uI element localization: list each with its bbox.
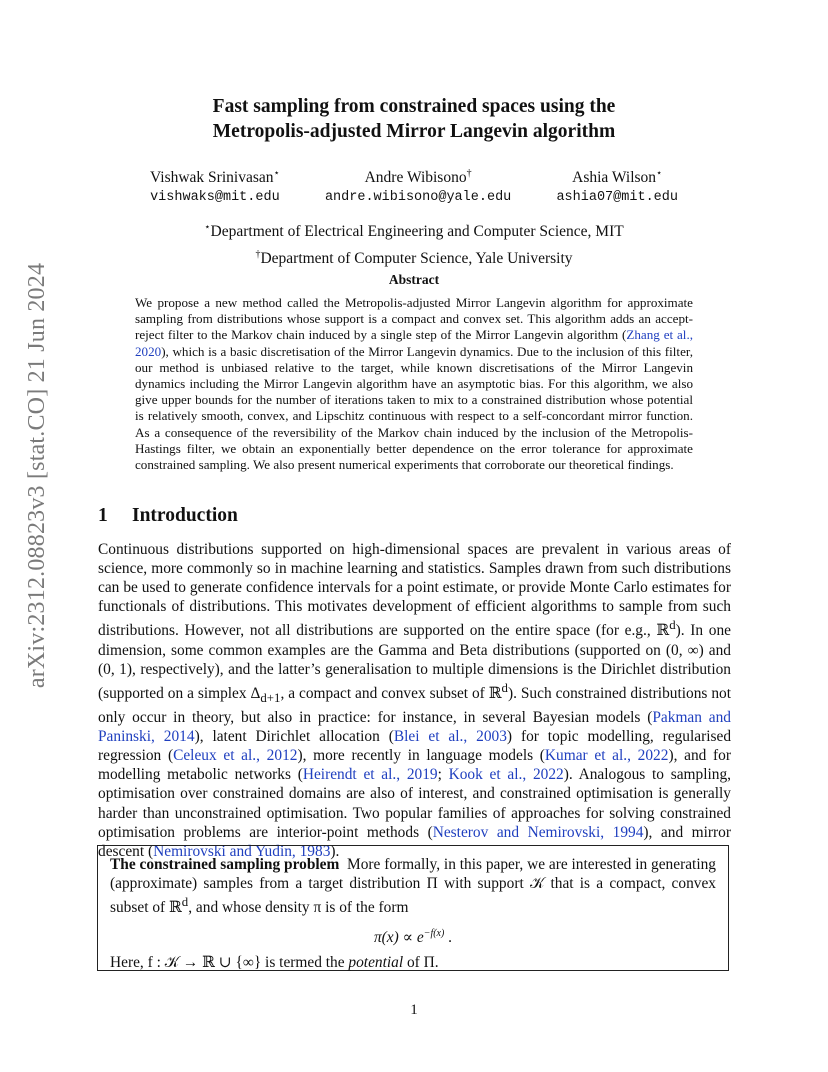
body-text: ). bbox=[330, 842, 340, 860]
introduction-paragraph bbox=[98, 540, 731, 861]
author-mark: ⋆ bbox=[273, 168, 280, 179]
arxiv-stamp bbox=[18, 262, 58, 688]
superscript: d bbox=[181, 895, 189, 909]
citation-link[interactable]: Blei et al., 2003 bbox=[393, 728, 507, 746]
author-name: Ashia Wilson bbox=[572, 169, 657, 186]
author-2 bbox=[325, 164, 511, 208]
author-mark: ⋆ bbox=[656, 168, 663, 179]
citation-link[interactable]: Nesterov and Nemirovski, 1994 bbox=[432, 823, 644, 841]
subscript: d+1 bbox=[260, 690, 281, 705]
title-line-2: Metropolis-adjusted Mirror Langevin algorithm bbox=[212, 121, 616, 142]
body-text: ) for topic modelling, regularised regression ( bbox=[98, 728, 732, 765]
citation-link[interactable]: Kook et al., 2022 bbox=[448, 766, 564, 784]
problem-box bbox=[97, 842, 729, 972]
paper-title bbox=[0, 94, 828, 144]
box-text: , and whose density π is of the form bbox=[188, 899, 409, 917]
box-heading: The constrained sampling problem bbox=[110, 856, 340, 873]
superscript: d bbox=[501, 680, 508, 695]
body-text: ), and for modelling metabolic networks ( bbox=[98, 747, 731, 784]
citation-link[interactable]: Zhang et al., 2020 bbox=[135, 327, 693, 359]
box-text: of Π. bbox=[403, 954, 439, 972]
abstract-text: ), which is a basic discretisation of the Mirror Langevin dynamics. Due to the inclusion of this filter, our method is unbiased relative to the target, while known discretisations of the Mirror Langevin dynamics including the Mirror Langevin algorithm have an asymptotic bias. For this algorithm, we also give upper bounds for the number of iterations taken to mix to a constrained distribution whose potential is relatively smooth, convex, and Lipschitz continuous with respect to a self-concordant mirror function. As a consequence of the reversibility of the Markov chain induced by the inclusion of the Metropolis-Hastings filter, we obtain an exponentially better dependence on the error tolerance for approximate constrained sampling. We also present numerical experiments that corroborate our theoretical findings. bbox=[135, 343, 693, 473]
author-name: Vishwak Srinivasan bbox=[150, 169, 274, 186]
section-heading bbox=[98, 505, 238, 527]
superscript: d bbox=[669, 618, 676, 633]
body-text: ). In one dimension, some common examples are the Gamma and Beta distributions (supported on (0, ∞) and (0, 1), respectively), and the latter’s generalisation to multiple dimensions is the Dirichlet distribution (supported on a simplex Δ bbox=[98, 622, 731, 702]
box-paragraph bbox=[110, 953, 716, 972]
affiliations bbox=[0, 216, 828, 270]
body-text: ). Such constrained distributions not only occur in theory, but also in practice: for instance, in several Bayesian models ( bbox=[98, 684, 731, 727]
formula-text: π(x) ∝ e bbox=[373, 929, 424, 947]
author-3 bbox=[556, 164, 678, 208]
affiliation-text: Department of Electrical Engineering and Computer Science, MIT bbox=[210, 223, 624, 240]
affiliation-1 bbox=[0, 216, 828, 243]
author-mark: † bbox=[466, 168, 472, 179]
author-list bbox=[150, 164, 678, 208]
affiliation-2 bbox=[0, 243, 828, 270]
body-text: ). Analogous to sampling, optimisation over constrained domains are also of interest, and constrained optimisation is generally harder than unconstrained optimisation. Two popular families of approaches for solving constrained optimisation problems are interior-point methods ( bbox=[98, 766, 732, 841]
affiliation-mark: † bbox=[255, 249, 261, 260]
citation-link[interactable]: Pakman and Paninski, 2014 bbox=[98, 709, 732, 746]
density-formula bbox=[110, 924, 716, 947]
arxiv-stamp-text: arXiv:2312.08823v3 [stat.CO] 21 Jun 2024 bbox=[24, 262, 51, 688]
citation-link[interactable]: Celeux et al., 2012 bbox=[173, 747, 298, 765]
body-text: ), and mirror descent ( bbox=[98, 823, 732, 860]
body-text: ; bbox=[437, 766, 449, 784]
author-name: Andre Wibisono bbox=[364, 169, 467, 186]
box-text: Here, f : 𝒦 → ℝ ∪ {∞} is termed the bbox=[110, 954, 349, 972]
page-number: 1 bbox=[410, 1002, 418, 1018]
section-title: Introduction bbox=[132, 505, 238, 526]
formula-text: . bbox=[444, 929, 453, 947]
formula-exponent: −f(x) bbox=[423, 928, 445, 940]
body-text: ), more recently in language models ( bbox=[297, 747, 545, 765]
box-text: More formally, in this paper, we are interested in generating (approximate) samples from a target distribution Π with support 𝒦 that is a compact, convex subset of ℝ bbox=[110, 856, 716, 917]
box-paragraph bbox=[110, 855, 716, 917]
abstract-text: We propose a new method called the Metropolis-adjusted Mirror Langevin algorithm for approximate sampling from distributions whose support is a compact and convex set. This algorithm adds an accept-reject filter to the Markov chain induced by a single step of the Mirror Langevin algorithm ( bbox=[135, 295, 693, 343]
title-line-1: Fast sampling from constrained spaces using the bbox=[212, 96, 616, 117]
author-email: vishwaks@mit.edu bbox=[150, 190, 280, 205]
section-number: 1 bbox=[98, 505, 108, 526]
citation-link[interactable]: Nemirovski and Yudin, 1983 bbox=[153, 842, 331, 860]
body-text: , a compact and convex subset of ℝ bbox=[280, 684, 502, 702]
emphasis-text: potential bbox=[348, 954, 404, 972]
affiliation-text: Department of Computer Science, Yale University bbox=[260, 250, 573, 267]
citation-link[interactable]: Heirendt et al., 2019 bbox=[302, 766, 438, 784]
abstract-heading: Abstract bbox=[388, 272, 440, 287]
body-text: ), latent Dirichlet allocation ( bbox=[194, 728, 394, 746]
affiliation-mark: ⋆ bbox=[204, 222, 211, 233]
author-email: andre.wibisono@yale.edu bbox=[324, 190, 512, 205]
author-email: ashia07@mit.edu bbox=[556, 190, 678, 205]
abstract-body bbox=[135, 295, 693, 473]
body-text: Continuous distributions supported on high-dimensional spaces are prevalent in various areas of science, more commonly so in machine learning and statistics. Samples drawn from such distributions can be used to generate confidence intervals for a point estimate, or provide Monte Carlo estimates for functionals of distributions. This motivates development of efficient algorithms to sample from such distributions. However, not all distributions are supported on the entire space (for e.g., ℝ bbox=[98, 541, 731, 640]
author-1 bbox=[150, 164, 280, 208]
citation-link[interactable]: Kumar et al., 2022 bbox=[544, 747, 669, 765]
